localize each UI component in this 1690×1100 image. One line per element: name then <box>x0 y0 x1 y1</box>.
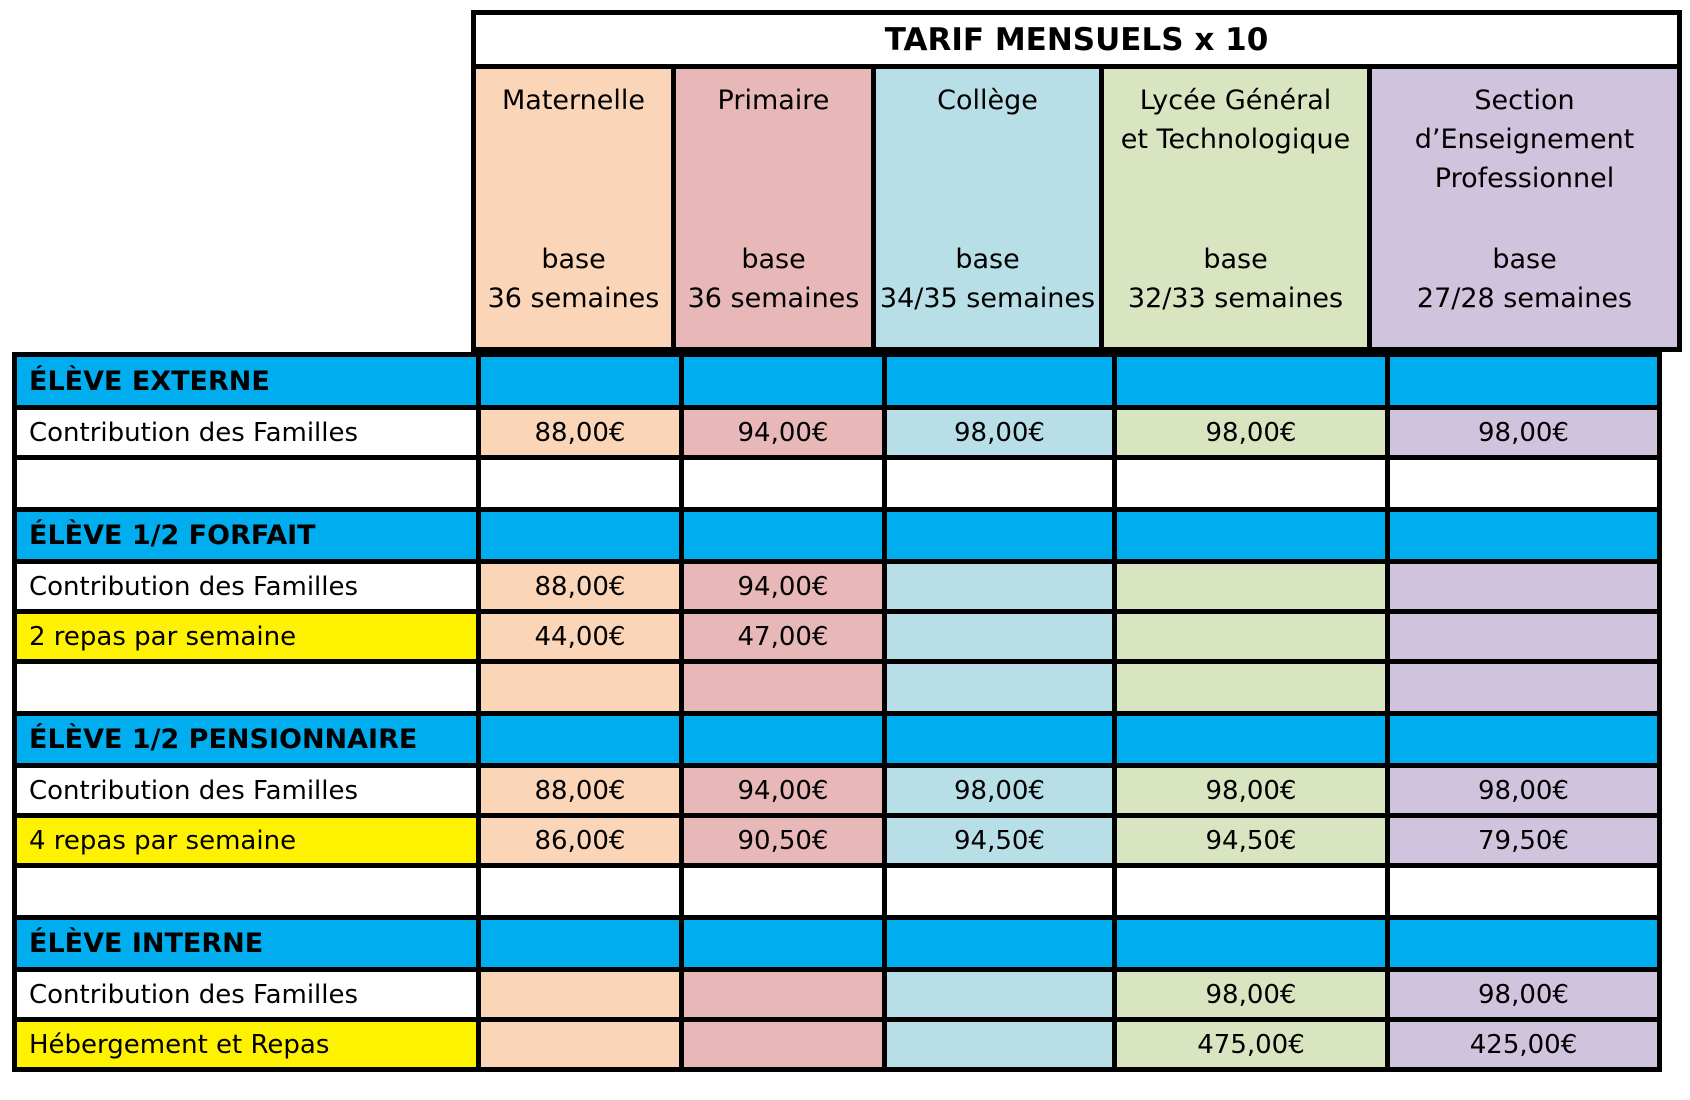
section-band-cell <box>1388 510 1660 562</box>
value-cell-maternelle: 88,00€ <box>479 766 682 816</box>
value-cell-college <box>885 612 1115 662</box>
value-cell-college <box>885 562 1115 612</box>
table-row <box>15 1020 1660 1070</box>
row-label: 4 repas par semaine <box>15 816 479 866</box>
section-row <box>15 714 1660 766</box>
empty-cell <box>1115 662 1388 714</box>
section-band-cell <box>885 714 1115 766</box>
column-base-label: base <box>955 244 1020 275</box>
empty-cell <box>479 866 682 918</box>
empty-cell <box>885 866 1115 918</box>
value-cell-section: 79,50€ <box>1388 816 1660 866</box>
column-name: Maternelle <box>501 85 645 116</box>
value-cell-lycee: 94,50€ <box>1115 816 1388 866</box>
column-header-primaire <box>676 69 876 352</box>
table-row <box>15 766 1660 816</box>
value-cell-college: 98,00€ <box>885 766 1115 816</box>
column-base-label: base <box>541 244 606 275</box>
section-band-cell <box>682 355 885 408</box>
section-label: ÉLÈVE 1/2 PENSIONNAIRE <box>15 714 479 766</box>
column-name: Section d’Enseignement Professionnel <box>1414 85 1635 194</box>
table-row <box>15 408 1660 458</box>
tariff-table <box>12 10 1682 1094</box>
column-name: Lycée Général et Technologique <box>1120 85 1351 155</box>
column-header-maternelle <box>471 69 676 352</box>
empty-cell <box>885 458 1115 510</box>
section-label: ÉLÈVE 1/2 FORFAIT <box>15 510 479 562</box>
value-cell-primaire: 94,00€ <box>682 766 885 816</box>
empty-cell <box>682 866 885 918</box>
table-title: TARIF MENSUELS x 10 <box>471 10 1682 69</box>
value-cell-section: 98,00€ <box>1388 970 1660 1020</box>
section-band-cell <box>1388 355 1660 408</box>
section-band-cell <box>885 918 1115 970</box>
empty-cell <box>1115 866 1388 918</box>
column-base-weeks: 34/35 semaines <box>879 283 1096 314</box>
section-band-cell <box>1388 714 1660 766</box>
column-base-label: base <box>741 244 806 275</box>
column-header-section <box>1372 69 1682 352</box>
section-band-cell <box>1115 714 1388 766</box>
section-band-cell <box>479 510 682 562</box>
value-cell-primaire: 94,00€ <box>682 408 885 458</box>
column-base-weeks: 36 semaines <box>487 283 660 314</box>
empty-cell <box>15 458 479 510</box>
column-name: Primaire <box>717 85 830 116</box>
section-band-cell <box>479 918 682 970</box>
table-row <box>15 970 1660 1020</box>
section-band-cell <box>682 714 885 766</box>
row-label: Contribution des Familles <box>15 766 479 816</box>
empty-cell <box>1388 866 1660 918</box>
empty-cell <box>682 662 885 714</box>
value-cell-maternelle: 44,00€ <box>479 612 682 662</box>
value-cell-college <box>885 970 1115 1020</box>
value-cell-lycee: 98,00€ <box>1115 408 1388 458</box>
empty-cell <box>479 662 682 714</box>
value-cell-maternelle: 88,00€ <box>479 408 682 458</box>
value-cell-lycee: 475,00€ <box>1115 1020 1388 1070</box>
column-base-label: base <box>1492 244 1557 275</box>
section-band-cell <box>1388 918 1660 970</box>
section-band-cell <box>1115 918 1388 970</box>
value-cell-primaire: 94,00€ <box>682 562 885 612</box>
value-cell-section <box>1388 612 1660 662</box>
empty-cell <box>1388 458 1660 510</box>
spacer-row <box>15 662 1660 714</box>
value-cell-section: 98,00€ <box>1388 766 1660 816</box>
table-row <box>15 816 1660 866</box>
value-cell-college: 94,50€ <box>885 816 1115 866</box>
column-header-college <box>876 69 1104 352</box>
value-cell-lycee <box>1115 612 1388 662</box>
section-row <box>15 918 1660 970</box>
column-base-label: base <box>1203 244 1268 275</box>
value-cell-maternelle <box>479 1020 682 1070</box>
empty-cell <box>1115 458 1388 510</box>
table-row <box>15 612 1660 662</box>
value-cell-lycee: 98,00€ <box>1115 970 1388 1020</box>
section-band-cell <box>479 714 682 766</box>
value-cell-college <box>885 1020 1115 1070</box>
column-base-weeks: 32/33 semaines <box>1127 283 1344 314</box>
row-label: Contribution des Familles <box>15 562 479 612</box>
value-cell-primaire <box>682 1020 885 1070</box>
empty-cell <box>479 458 682 510</box>
spacer-row <box>15 458 1660 510</box>
section-band-cell <box>479 355 682 408</box>
table-row <box>15 562 1660 612</box>
section-band-cell <box>885 355 1115 408</box>
section-band-cell <box>682 510 885 562</box>
column-header-lycee <box>1104 69 1372 352</box>
section-band-cell <box>1115 355 1388 408</box>
value-cell-section <box>1388 562 1660 612</box>
section-band-cell <box>885 510 1115 562</box>
empty-cell <box>15 662 479 714</box>
value-cell-lycee <box>1115 562 1388 612</box>
section-row <box>15 510 1660 562</box>
section-band-cell <box>1115 510 1388 562</box>
value-cell-primaire: 90,50€ <box>682 816 885 866</box>
column-base-weeks: 27/28 semaines <box>1416 283 1633 314</box>
value-cell-college: 98,00€ <box>885 408 1115 458</box>
value-cell-maternelle <box>479 970 682 1020</box>
value-cell-primaire: 47,00€ <box>682 612 885 662</box>
value-cell-maternelle: 86,00€ <box>479 816 682 866</box>
row-label: Hébergement et Repas <box>15 1020 479 1070</box>
section-label: ÉLÈVE EXTERNE <box>15 355 479 408</box>
value-cell-lycee: 98,00€ <box>1115 766 1388 816</box>
empty-cell <box>1388 662 1660 714</box>
empty-cell <box>15 866 479 918</box>
column-name: Collège <box>937 85 1038 116</box>
value-cell-primaire <box>682 970 885 1020</box>
section-label: ÉLÈVE INTERNE <box>15 918 479 970</box>
empty-cell <box>885 662 1115 714</box>
value-cell-section: 425,00€ <box>1388 1020 1660 1070</box>
row-label: 2 repas par semaine <box>15 612 479 662</box>
empty-cell <box>682 458 885 510</box>
value-cell-section: 98,00€ <box>1388 408 1660 458</box>
column-base-weeks: 36 semaines <box>687 283 860 314</box>
spacer-row <box>15 866 1660 918</box>
section-row <box>15 355 1660 408</box>
section-band-cell <box>682 918 885 970</box>
row-label: Contribution des Familles <box>15 970 479 1020</box>
row-label: Contribution des Familles <box>15 408 479 458</box>
value-cell-maternelle: 88,00€ <box>479 562 682 612</box>
tariff-grid <box>12 352 1662 1072</box>
